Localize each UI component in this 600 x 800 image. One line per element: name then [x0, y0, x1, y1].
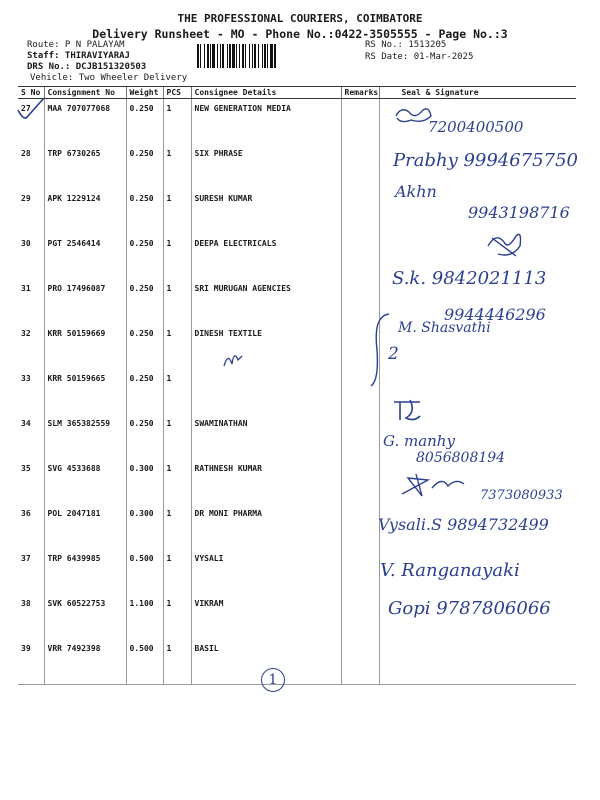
cell-consignment: KRR 50159669 — [44, 324, 126, 369]
cell-weight: 1.100 — [126, 594, 163, 639]
cell-sno: 34 — [21, 419, 31, 428]
drs-barcode — [197, 44, 357, 68]
scribble-signature-30 — [482, 228, 526, 262]
cell-sno: 36 — [21, 509, 31, 518]
cell-consignee: SWAMINATHAN — [191, 414, 341, 459]
cell-pcs: 1 — [163, 549, 191, 594]
cell-weight: 0.250 — [126, 144, 163, 189]
cell-pcs: 1 — [163, 144, 191, 189]
cell-consignment: TRP 6730265 — [44, 144, 126, 189]
drs-label: DRS No.: DCJB151320503 — [27, 62, 147, 72]
table-row — [18, 639, 576, 685]
cell-remarks — [341, 189, 379, 234]
cell-sno: 32 — [21, 329, 31, 338]
cell-pcs: 1 — [163, 369, 191, 414]
vehicle-label: Vehicle: Two Wheeler Delivery — [30, 73, 188, 83]
col-weight: Weight — [126, 87, 163, 99]
cell-consignee: DR MONI PHARMA — [191, 504, 341, 549]
cell-weight: 0.250 — [126, 99, 163, 145]
cell-pcs: 1 — [163, 234, 191, 279]
page-number-circle: 1 — [261, 668, 285, 692]
cell-sno: 33 — [21, 374, 31, 383]
cell-consignment: SVK 60522753 — [44, 594, 126, 639]
handwritten-phone-29: 9943198716 — [468, 203, 570, 222]
cell-weight: 0.250 — [126, 234, 163, 279]
cell-consignment: SLM 365382559 — [44, 414, 126, 459]
cell-remarks — [341, 549, 379, 594]
cell-remarks — [341, 639, 379, 685]
cell-weight: 0.300 — [126, 504, 163, 549]
col-seal: Seal & Signature — [379, 87, 576, 99]
cell-weight: 0.250 — [126, 369, 163, 414]
cell-remarks — [341, 234, 379, 279]
cell-consignee: SRI MURUGAN AGENCIES — [191, 279, 341, 324]
handwritten-signature-31: S.k. 9842021113 — [392, 268, 547, 289]
col-consignee: Consignee Details — [191, 87, 341, 99]
cell-remarks — [341, 99, 379, 145]
cell-sno: 30 — [21, 239, 31, 248]
cell-consignment: TRP 6439985 — [44, 549, 126, 594]
barcode-bar — [276, 44, 277, 68]
cell-consignee: SURESH KUMAR — [191, 189, 341, 234]
company-title: THE PROFESSIONAL COURIERS, COIMBATORE — [177, 12, 423, 25]
staff-label: Staff: THIRAVIYARAJ — [27, 51, 130, 61]
cell-consignee: SIX PHRASE — [191, 144, 341, 189]
runsheet-table — [18, 86, 576, 685]
table-header-row — [18, 87, 576, 99]
cell-remarks — [341, 414, 379, 459]
cell-consignee: VIKRAM — [191, 594, 341, 639]
table-row — [18, 369, 576, 414]
check-mark-tick — [14, 96, 54, 126]
cell-consignment: VRR 7492398 — [44, 639, 126, 685]
handwritten-signature-37: Vysali.S 9894732499 — [378, 515, 549, 534]
col-pcs: PCS — [163, 87, 191, 99]
cell-sno: 29 — [21, 194, 31, 203]
cell-remarks — [341, 144, 379, 189]
cell-pcs: 1 — [163, 324, 191, 369]
cell-remarks — [341, 504, 379, 549]
cell-sno: 27 — [21, 104, 31, 113]
col-sno: S No — [18, 87, 44, 99]
cell-pcs: 1 — [163, 99, 191, 145]
handwritten-phone-35: 8056808194 — [416, 450, 506, 466]
handwritten-signature-29: Akhn — [395, 182, 437, 201]
cell-pcs: 1 — [163, 504, 191, 549]
cell-consignment: SVG 4533688 — [44, 459, 126, 504]
table-row — [18, 324, 576, 369]
runsheet-subtitle: Delivery Runsheet - MO - Phone No.:0422-3505555 - Page No.:3 — [92, 27, 508, 41]
scribble-signature-34 — [390, 394, 424, 424]
cell-pcs: 1 — [163, 459, 191, 504]
cell-remarks — [341, 459, 379, 504]
cell-weight: 0.250 — [126, 279, 163, 324]
handwritten-name-32: M. Shasvathi — [398, 320, 491, 336]
scribble-initials-33 — [220, 346, 246, 372]
handwritten-signature-39: Gopi 9787806066 — [388, 598, 551, 619]
cell-weight: 0.300 — [126, 459, 163, 504]
cell-sno: 35 — [21, 464, 31, 473]
cell-pcs: 1 — [163, 279, 191, 324]
cell-consignment: APK 1229124 — [44, 189, 126, 234]
cell-consignee: NEW GENERATION MEDIA — [191, 99, 341, 145]
star-signature-36 — [398, 470, 472, 504]
cell-sno: 39 — [18, 639, 44, 685]
cell-consignment: PRO 17496087 — [44, 279, 126, 324]
cell-weight: 0.500 — [126, 639, 163, 685]
cell-sno: 37 — [21, 554, 31, 563]
cell-consignee: DINESH TEXTILE — [191, 324, 341, 369]
cell-weight: 0.250 — [126, 324, 163, 369]
handwritten-name-35: G. manhy — [383, 432, 455, 450]
cell-pcs: 1 — [163, 189, 191, 234]
rs-number: RS No.: 1513205 — [365, 40, 447, 50]
cell-pcs: 1 — [163, 414, 191, 459]
cell-consignee: RATHNESH KUMAR — [191, 459, 341, 504]
col-consignment: Consignment No — [44, 87, 126, 99]
cell-weight: 0.250 — [126, 414, 163, 459]
cell-signature — [379, 639, 576, 685]
cell-consignment: PGT 2546414 — [44, 234, 126, 279]
cell-consignee: BASIL — [191, 639, 341, 685]
cell-consignment: POL 2047181 — [44, 504, 126, 549]
cell-weight: 0.500 — [126, 549, 163, 594]
handwritten-phone-27: 7200400500 — [428, 118, 524, 136]
handwritten-signature-38: V. Ranganayaki — [380, 560, 520, 581]
cell-pcs: 1 — [163, 639, 191, 685]
cell-weight: 0.250 — [126, 189, 163, 234]
cell-consignment: MAA 707077068 — [44, 99, 126, 145]
cell-sno: 31 — [21, 284, 31, 293]
handwritten-mark-33: 2 — [388, 344, 399, 364]
cell-consignee — [191, 369, 341, 414]
col-remarks: Remarks — [341, 87, 379, 99]
scribble-signature — [393, 104, 433, 128]
cell-pcs: 1 — [163, 594, 191, 639]
rs-date: RS Date: 01-Mar-2025 — [365, 52, 474, 62]
cell-consignee: DEEPA ELECTRICALS — [191, 234, 341, 279]
cell-sno: 28 — [21, 149, 31, 158]
cell-remarks — [341, 594, 379, 639]
handwritten-phone-36: 7373080933 — [480, 488, 563, 503]
cell-consignment: KRR 50159665 — [44, 369, 126, 414]
cell-sno: 38 — [21, 599, 31, 608]
cell-consignee: VYSALI — [191, 549, 341, 594]
handwritten-phone-32: 9944446296 — [444, 305, 546, 324]
route-label: Route: P N PALAYAM — [27, 40, 125, 50]
handwritten-signature-28: Prabhy 9994675750 — [393, 150, 578, 171]
